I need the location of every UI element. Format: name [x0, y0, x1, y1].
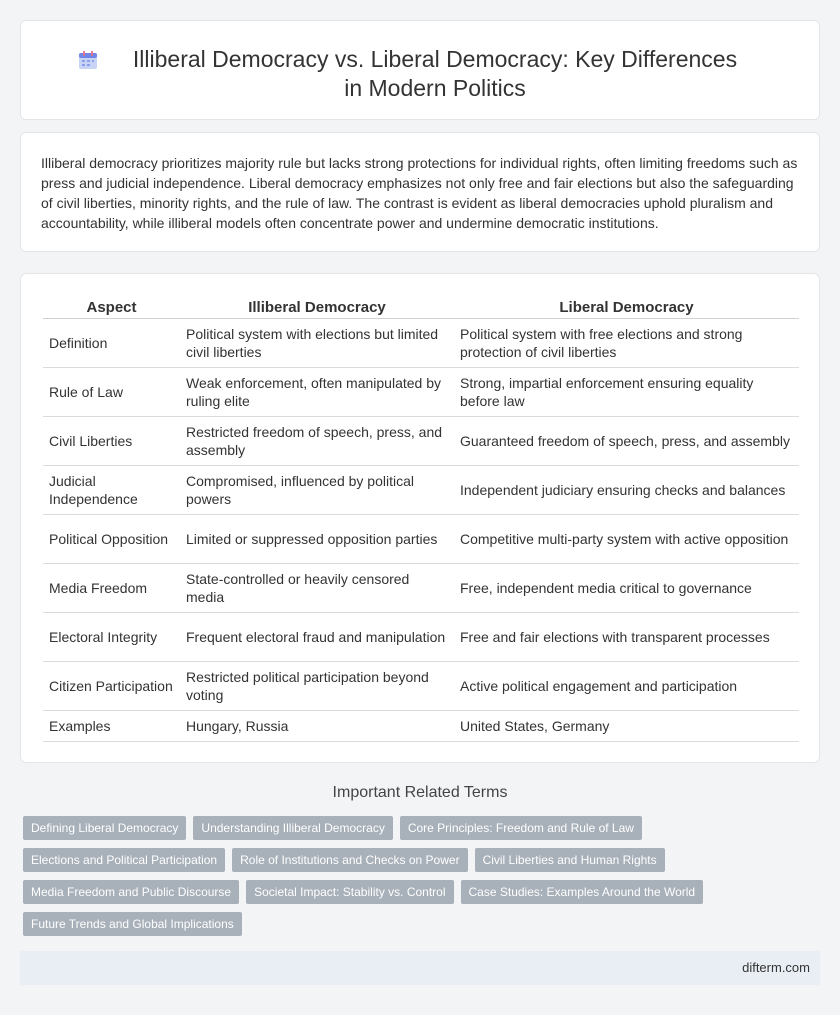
table-row — [43, 416, 799, 465]
intro-paragraph: Illiberal democracy prioritizes majority rule but lacks strong protections for individual rights, often limiting freedoms such as press and judicial independence. Liberal democracy emphasizes not only free and fair elections but also the safeguarding of civil liberties, minority rights, and the rule of law. The contrast is evident as liberal democracies uphold pluralism and accountability, while illiberal models often concentrate power and undermine democratic institutions. — [41, 155, 798, 231]
illiberal-cell: Compromised, influenced by political powers — [180, 465, 454, 514]
table-header-row — [43, 296, 799, 318]
aspect-cell: Political Opposition — [43, 514, 180, 563]
comparison-table-card — [20, 273, 820, 763]
liberal-cell: Independent judiciary ensuring checks and balances — [454, 465, 799, 514]
liberal-cell: Active political engagement and participation — [454, 661, 799, 710]
tag-row — [23, 848, 823, 872]
illiberal-cell: Political system with elections but limited civil liberties — [180, 318, 454, 367]
related-term-tag[interactable]: Societal Impact: Stability vs. Control — [246, 880, 453, 904]
related-term-tag[interactable]: Media Freedom and Public Discourse — [23, 880, 239, 904]
page-title: Illiberal Democracy vs. Liberal Democracy: Key Differences in Modern Politics — [132, 46, 738, 101]
related-terms-list — [23, 816, 823, 944]
header-liberal: Liberal Democracy — [454, 296, 799, 318]
aspect-cell: Media Freedom — [43, 563, 180, 612]
table-row — [43, 612, 799, 661]
illiberal-cell: Restricted freedom of speech, press, and assembly — [180, 416, 454, 465]
table-row — [43, 514, 799, 563]
title-card — [20, 20, 820, 120]
table-row — [43, 318, 799, 367]
header-aspect: Aspect — [43, 296, 180, 318]
tag-row — [23, 912, 823, 936]
table-row — [43, 661, 799, 710]
related-term-tag[interactable]: Understanding Illiberal Democracy — [193, 816, 392, 840]
aspect-cell: Citizen Participation — [43, 661, 180, 710]
liberal-cell: Guaranteed freedom of speech, press, and assembly — [454, 416, 799, 465]
aspect-cell: Judicial Independence — [43, 465, 180, 514]
liberal-cell: Free and fair elections with transparent processes — [454, 612, 799, 661]
header-illiberal: Illiberal Democracy — [180, 296, 454, 318]
aspect-cell: Definition — [43, 318, 180, 367]
illiberal-cell: Limited or suppressed opposition parties — [180, 514, 454, 563]
related-terms-heading: Important Related Terms — [332, 784, 508, 801]
aspect-cell: Examples — [43, 710, 180, 741]
footer-site-link[interactable]: difterm.com — [742, 960, 810, 975]
footer — [20, 951, 820, 985]
illiberal-cell: Hungary, Russia — [180, 710, 454, 741]
illiberal-cell: State-controlled or heavily censored media — [180, 563, 454, 612]
liberal-cell: United States, Germany — [454, 710, 799, 741]
liberal-cell: Political system with free elections and strong protection of civil liberties — [454, 318, 799, 367]
related-term-tag[interactable]: Core Principles: Freedom and Rule of Law — [400, 816, 642, 840]
table-row — [43, 563, 799, 612]
liberal-cell: Competitive multi-party system with active opposition — [454, 514, 799, 563]
tag-row — [23, 816, 823, 840]
related-term-tag[interactable]: Future Trends and Global Implications — [23, 912, 242, 936]
liberal-cell: Strong, impartial enforcement ensuring equality before law — [454, 367, 799, 416]
illiberal-cell: Weak enforcement, often manipulated by ruling elite — [180, 367, 454, 416]
related-term-tag[interactable]: Case Studies: Examples Around the World — [461, 880, 704, 904]
comparison-table — [43, 296, 799, 742]
aspect-cell: Civil Liberties — [43, 416, 180, 465]
table-row — [43, 710, 799, 741]
related-term-tag[interactable]: Defining Liberal Democracy — [23, 816, 186, 840]
illiberal-cell: Restricted political participation beyond voting — [180, 661, 454, 710]
illiberal-cell: Frequent electoral fraud and manipulation — [180, 612, 454, 661]
table-row — [43, 465, 799, 514]
related-term-tag[interactable]: Civil Liberties and Human Rights — [475, 848, 665, 872]
aspect-cell: Electoral Integrity — [43, 612, 180, 661]
intro-card — [20, 132, 820, 252]
aspect-cell: Rule of Law — [43, 367, 180, 416]
tag-row — [23, 880, 823, 904]
table-row — [43, 367, 799, 416]
liberal-cell: Free, independent media critical to governance — [454, 563, 799, 612]
related-term-tag[interactable]: Role of Institutions and Checks on Power — [232, 848, 467, 872]
related-term-tag[interactable]: Elections and Political Participation — [23, 848, 225, 872]
